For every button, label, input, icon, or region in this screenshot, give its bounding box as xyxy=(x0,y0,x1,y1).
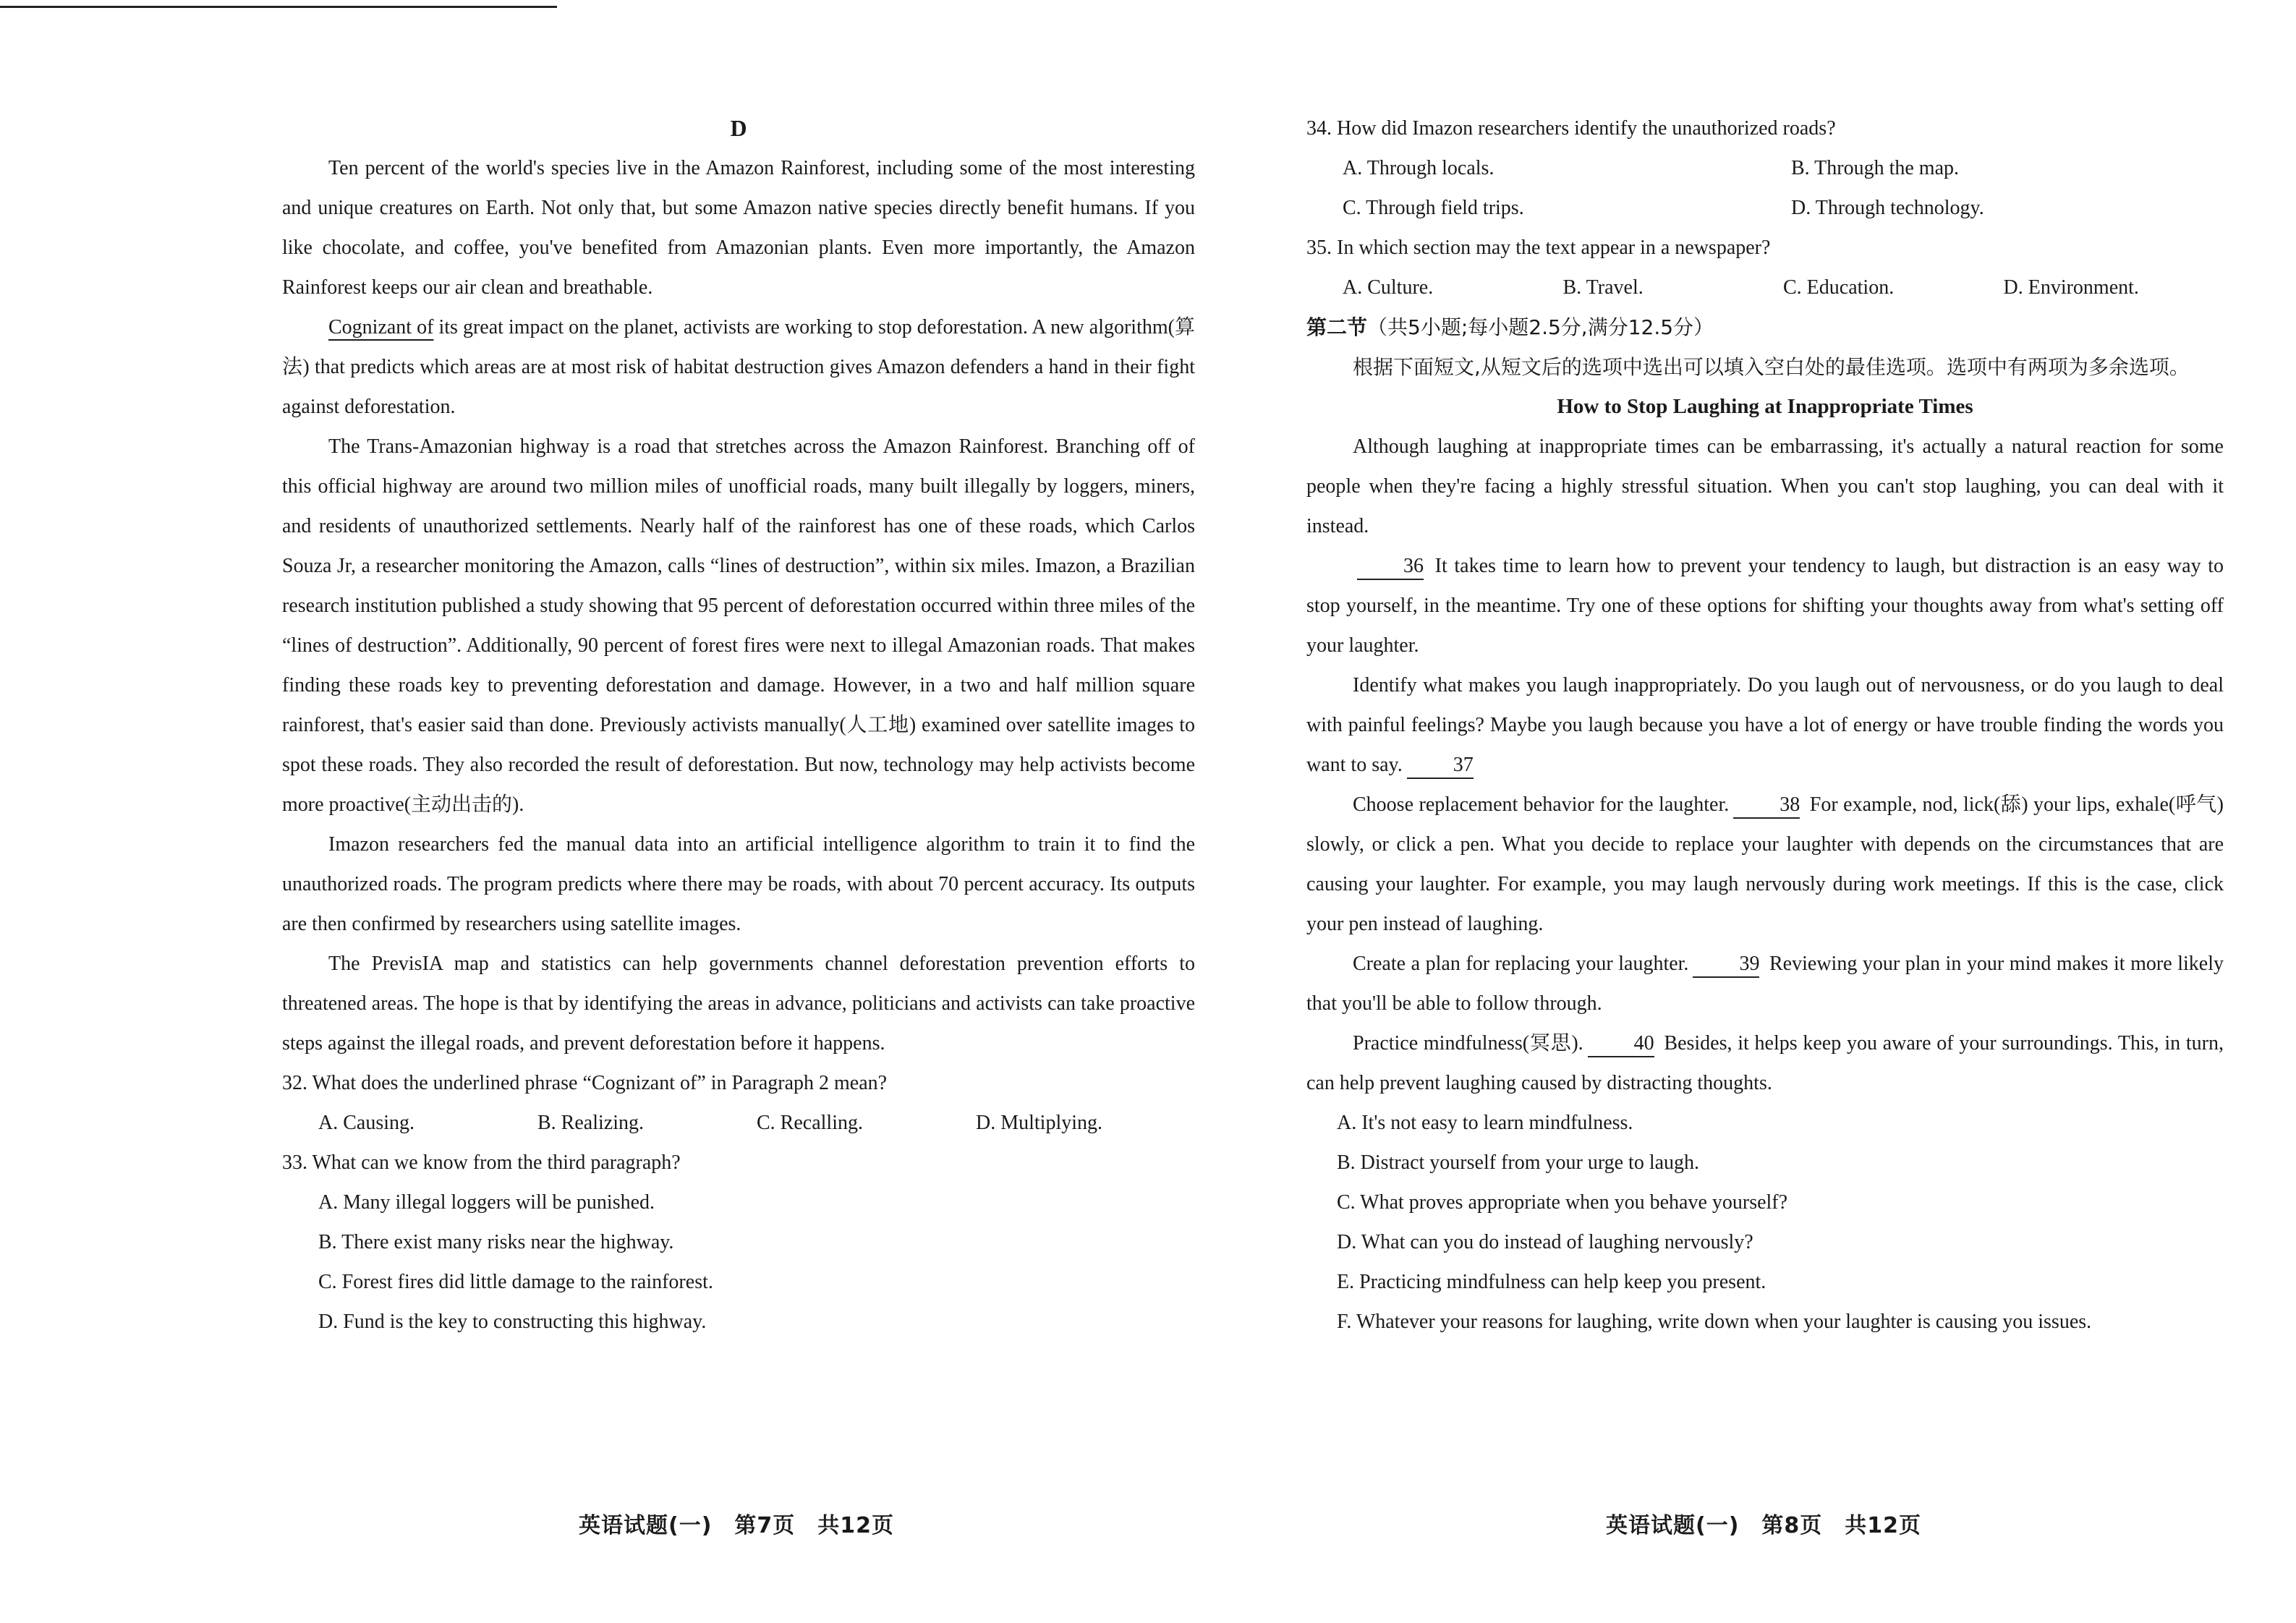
passage-paragraph-3 xyxy=(1306,665,2224,785)
answer-option-b: B. Distract yourself from your urge to laugh. xyxy=(1337,1151,1700,1174)
option-c: C. Recalling. xyxy=(757,1112,863,1134)
answer-option-c: C. What proves appropriate when you behave yourself? xyxy=(1337,1191,1788,1214)
blank-39[interactable]: 39 xyxy=(1693,952,1759,978)
paragraph-4-text-a: Choose replacement behavior for the laughter. xyxy=(1353,793,1730,816)
passage-paragraph-6 xyxy=(1306,1023,2224,1103)
option-b: B. There exist many risks near the highway. xyxy=(318,1231,674,1253)
section-2-note: （共5小题;每小题2.5分,满分12.5分） xyxy=(1367,315,1714,339)
answer-option-e: E. Practicing mindfulness can help keep you present. xyxy=(1337,1271,1766,1293)
paragraph-6-text-a: Practice mindfulness(冥思). xyxy=(1353,1032,1583,1055)
page-footer-right: 英语试题(一) 第8页 共12页 xyxy=(1606,1513,1922,1538)
question-35-stem: 35. In which section may the text appear in a newspaper? xyxy=(1306,237,1771,259)
section-2-instructions: 根据下面短文,从短文后的选项中选出可以填入空白处的最佳选项。选项中有两项为多余选项。 xyxy=(1353,355,2190,379)
answer-option-a: A. It's not easy to learn mindfulness. xyxy=(1337,1112,1633,1134)
question-34-options xyxy=(1306,148,2224,228)
passage-paragraph-5: The PrevisIA map and statistics can help governments channel deforestation prevention efforts to threatened areas. The hope is that by identifying the areas in advance, politicians and activists can take proactive steps against the illegal roads, and prevent deforestation before it happens. xyxy=(282,953,1195,1055)
section-2-label: 第二节 xyxy=(1306,315,1368,339)
blank-38[interactable]: 38 xyxy=(1733,793,1800,819)
question-35-options xyxy=(1306,268,2224,307)
option-c: C. Forest fires did little damage to the rainforest. xyxy=(318,1271,713,1293)
passage-title: How to Stop Laughing at Inappropriate Times xyxy=(1557,395,1973,418)
passage-paragraph-2 xyxy=(282,307,1195,427)
passage-paragraph-2 xyxy=(1306,546,2224,665)
option-d: D. Fund is the key to constructing this highway. xyxy=(318,1311,707,1333)
passage-paragraph-1: Ten percent of the world's species live in the Amazon Rainforest, including some of the most interesting and unique creatures on Earth. Not only that, but some Amazon native species directly benefit humans. If you like chocolate, and coffee, you've benefited from Amazonian plants. Even more importantly, the Amazon Rainforest keeps our air clean and breathable. xyxy=(282,157,1195,299)
option-d: D. Through technology. xyxy=(1791,197,1984,219)
paragraph-2-text: It takes time to learn how to prevent your tendency to laugh, but distraction is an easy way to stop yourself, in the meantime. Try one of these options for shifting your thoughts away from what's setting off your laughter. xyxy=(1306,555,2224,657)
blank-37[interactable]: 37 xyxy=(1407,753,1474,779)
question-33-stem: 33. What can we know from the third paragraph? xyxy=(282,1151,681,1174)
blank-36[interactable]: 36 xyxy=(1357,554,1424,580)
blank-40[interactable]: 40 xyxy=(1588,1031,1654,1057)
paragraph-4-text-b: For example, nod, lick(舔) your lips, exhale(呼气) slowly, or click a pen. What you decide to replace your laughter with depends on the circumstances that are causing your laughter. For example, you may laugh nervously during work meetings. If this is the case, click your pen instead of laughing. xyxy=(1306,793,2224,935)
option-b: B. Realizing. xyxy=(537,1112,644,1134)
option-c: C. Through field trips. xyxy=(1343,197,1524,219)
passage-paragraph-4 xyxy=(1306,785,2224,944)
left-page xyxy=(282,108,1195,1342)
passage-paragraph-4: Imazon researchers fed the manual data into an artificial intelligence algorithm to train it to find the unauthorized roads. The program predicts where there may be roads, with about 70 percent accuracy. Its outputs are then confirmed by researchers using satellite images. xyxy=(282,833,1195,935)
paragraph-5-text-a: Create a plan for replacing your laughter. xyxy=(1353,953,1689,975)
page-footer-left: 英语试题(一) 第7页 共12页 xyxy=(579,1513,895,1538)
section-2-heading xyxy=(1306,307,2224,347)
option-b: B. Through the map. xyxy=(1791,157,1960,179)
passage-paragraph-3: The Trans-Amazonian highway is a road that stretches across the Amazon Rainforest. Branching off of this official highway are around two million miles of unofficial roads, many built illegally by loggers, miners, and residents of unauthorized settlements. Nearly half of the rainforest has one of these roads, which Carlos Souza Jr, a researcher monitoring the Amazon, calls “lines of destruction”, within six miles. Imazon, a Brazilian research institution published a study showing that 95 percent of deforestation occurred within three miles of the “lines of destruction”. Additionally, 90 percent of forest fires were next to illegal Amazonian roads. That makes finding these roads key to preventing deforestation and damage. However, in a two and half million square rainforest, that's easier said than done. Previously activists manually(人工地) examined over satellite images to spot these roads. They also recorded the result of deforestation. But now, technology may help activists become more proactive(主动出击的). xyxy=(282,435,1195,816)
paragraph-6-text-b: Besides, it helps keep you aware of your surroundings. This, in turn, can help prevent laughing caused by distracting thoughts. xyxy=(1306,1032,2224,1094)
option-d: D. Environment. xyxy=(2003,276,2139,299)
top-border-line xyxy=(0,6,557,8)
option-a: A. Culture. xyxy=(1343,276,1434,299)
underlined-phrase: Cognizant of xyxy=(328,316,434,338)
option-c: C. Education. xyxy=(1783,276,1895,299)
paragraph-2-text: its great impact on the planet, activists are working to stop deforestation. A new algorithm(算法) that predicts which areas are at most risk of habitat destruction gives Amazon defenders a hand in their fight against deforestation. xyxy=(282,316,1196,418)
question-34-stem: 34. How did Imazon researchers identify the unauthorized roads? xyxy=(1306,117,1836,140)
question-32-options xyxy=(282,1103,1195,1143)
answer-option-d: D. What can you do instead of laughing nervously? xyxy=(1337,1231,1753,1253)
section-letter: D xyxy=(730,115,747,141)
option-a: A. Many illegal loggers will be punished. xyxy=(318,1191,655,1214)
option-a: A. Causing. xyxy=(318,1112,414,1134)
answer-option-f: F. Whatever your reasons for laughing, write down when your laughter is causing you issues. xyxy=(1337,1311,2092,1333)
question-32-stem: 32. What does the underlined phrase “Cognizant of” in Paragraph 2 mean? xyxy=(282,1072,888,1094)
option-d: D. Multiplying. xyxy=(976,1112,1103,1134)
option-b: B. Travel. xyxy=(1562,276,1644,299)
option-a: A. Through locals. xyxy=(1343,157,1494,179)
passage-paragraph-1: Although laughing at inappropriate times can be embarrassing, it's actually a natural reaction for some people when they're facing a highly stressful situation. When you can't stop laughing, you can deal with it instead. xyxy=(1306,435,2224,537)
right-page xyxy=(1306,108,2224,1342)
paragraph-5-text-b: Reviewing your plan in your mind makes it more likely that you'll be able to follow through. xyxy=(1306,953,2224,1015)
paragraph-3-text: Identify what makes you laugh inappropriately. Do you laugh out of nervousness, or do you laugh to deal with painful feelings? Maybe you laugh because you have a lot of energy or have trouble finding the words you want to say. xyxy=(1306,674,2224,776)
passage-paragraph-5 xyxy=(1306,944,2224,1023)
